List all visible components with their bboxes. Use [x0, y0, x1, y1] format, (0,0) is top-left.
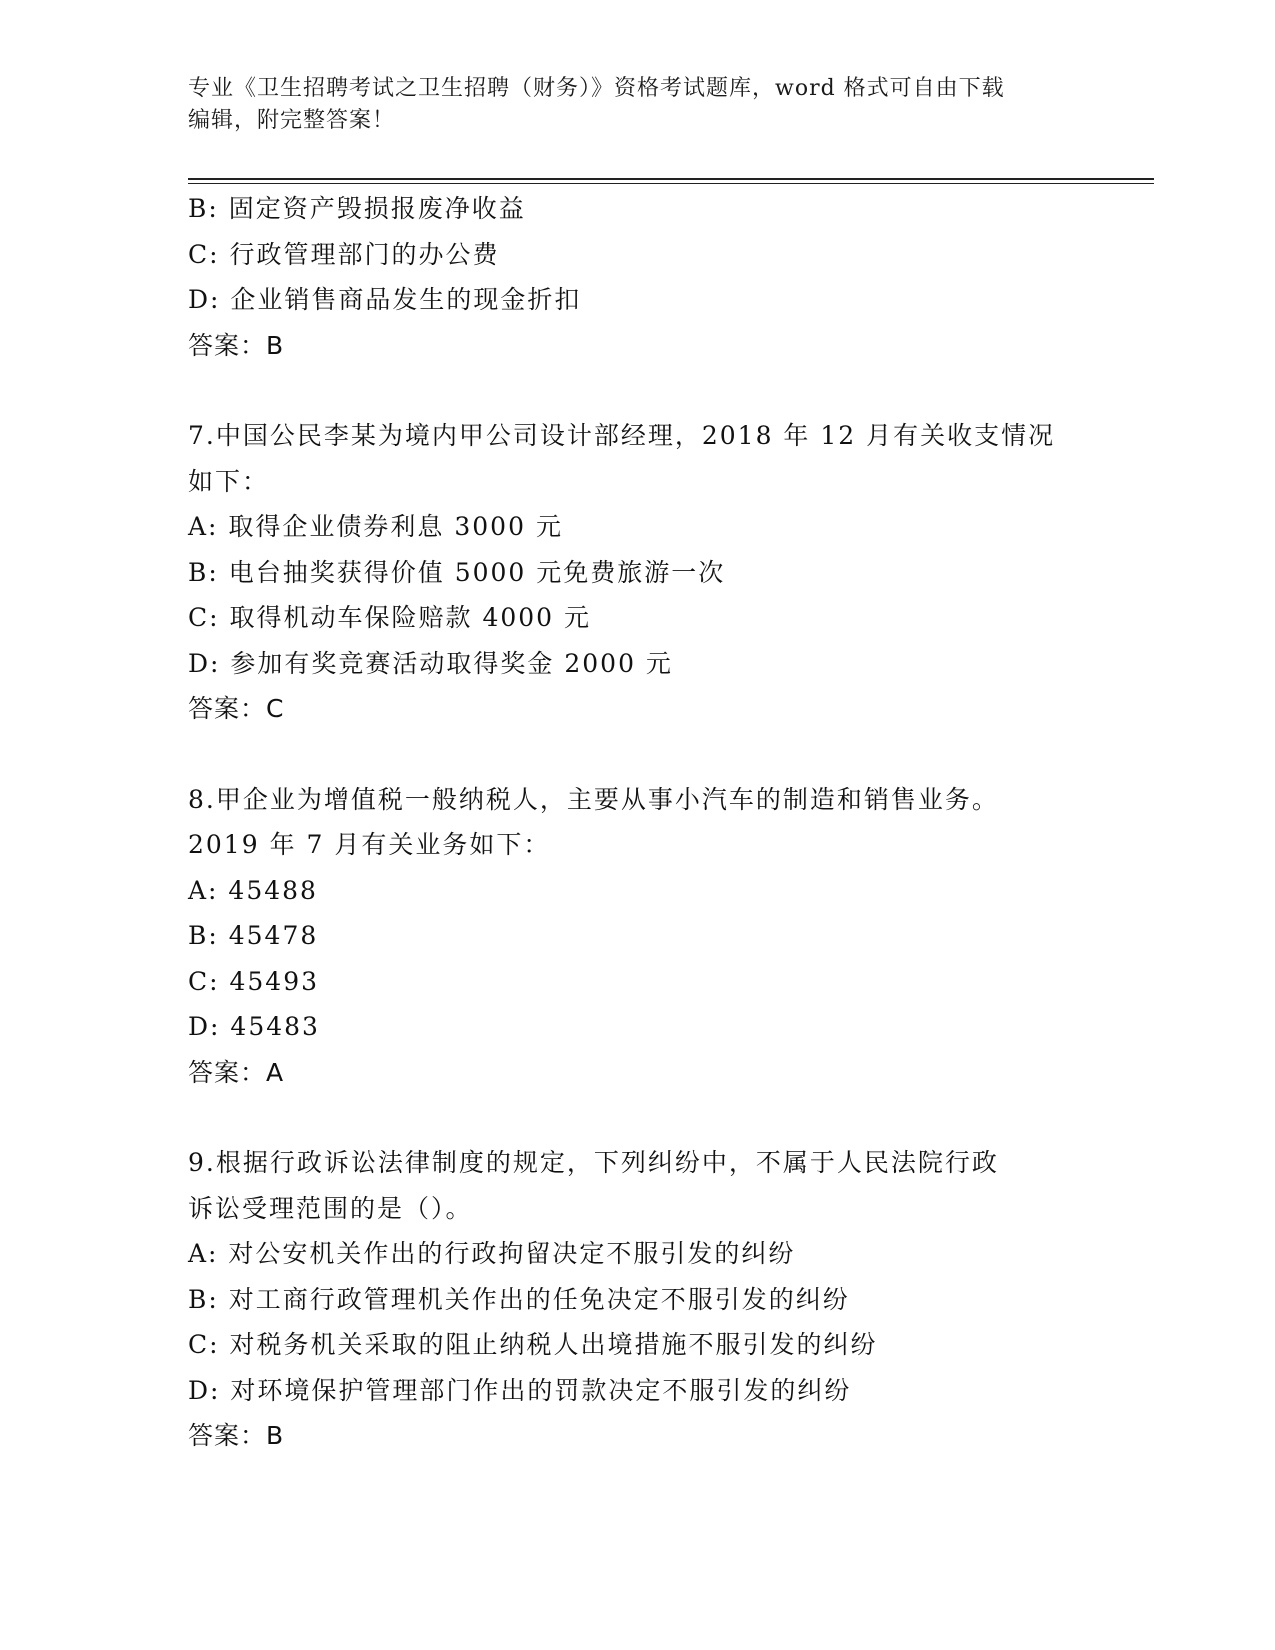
option-d: D: 对环境保护管理部门作出的罚款决定不服引发的纠纷: [188, 1375, 852, 1405]
option-c: C: 取得机动车保险赔款 4000 元: [188, 603, 592, 632]
header-divider-thick: [188, 178, 1154, 180]
option-a: A: 45488: [188, 875, 318, 905]
question-6-tail: [188, 186, 1108, 368]
option-a: A: 对公安机关作出的行政拘留决定不服引发的纠纷: [188, 1239, 796, 1268]
option-c: C: 对税务机关采取的阻止纳税人出境措施不服引发的纠纷: [188, 1330, 878, 1359]
header-divider-thin: [188, 183, 1154, 184]
question-stem: 9.根据行政诉讼法律制度的规定，下列纠纷中，不属于人民法院行政: [188, 1148, 999, 1177]
question-stem-continued: 诉讼受理范围的是（）。: [188, 1193, 473, 1223]
option-d: D: 企业销售商品发生的现金折扣: [188, 285, 582, 314]
answer-line: 答案：C: [188, 694, 285, 723]
option-b: B: 对工商行政管理机关作出的任免决定不服引发的纠纷: [188, 1284, 850, 1314]
answer-line: 答案：A: [188, 1057, 285, 1087]
question-7: [188, 413, 1108, 732]
option-a: A: 取得企业债券利息 3000 元: [188, 512, 563, 541]
question-8: [188, 777, 1108, 1096]
question-list: [188, 186, 1108, 1459]
question-stem-continued: 2019 年 7 月有关业务如下：: [188, 830, 551, 859]
option-b: B: 电台抽奖获得价值 5000 元免费旅游一次: [188, 557, 726, 587]
question-stem-continued: 如下：: [188, 466, 270, 496]
question-stem: 7.中国公民李某为境内甲公司设计部经理，2018 年 12 月有关收支情况: [188, 421, 1056, 450]
option-c: C: 45493: [188, 966, 320, 996]
question-stem: 8.甲企业为增值税一般纳税人，主要从事小汽车的制造和销售业务。: [188, 784, 999, 814]
option-d: D: 参加有奖竞赛活动取得奖金 2000 元: [188, 648, 673, 678]
document-header: [188, 73, 1088, 137]
option-c: C: 行政管理部门的办公费: [188, 239, 500, 269]
option-d: D: 45483: [188, 1012, 320, 1041]
option-b: B: 45478: [188, 921, 319, 950]
option-b: B: 固定资产毁损报废净收益: [188, 194, 526, 223]
question-9: [188, 1140, 1108, 1459]
answer-line: 答案：B: [188, 1421, 285, 1450]
answer-line: 答案：B: [188, 330, 285, 360]
header-line-1: 专业《卫生招聘考试之卫生招聘（财务）》资格考试题库，word 格式可自由下载: [188, 76, 1005, 101]
header-line-2: 编辑，附完整答案！: [188, 108, 396, 133]
